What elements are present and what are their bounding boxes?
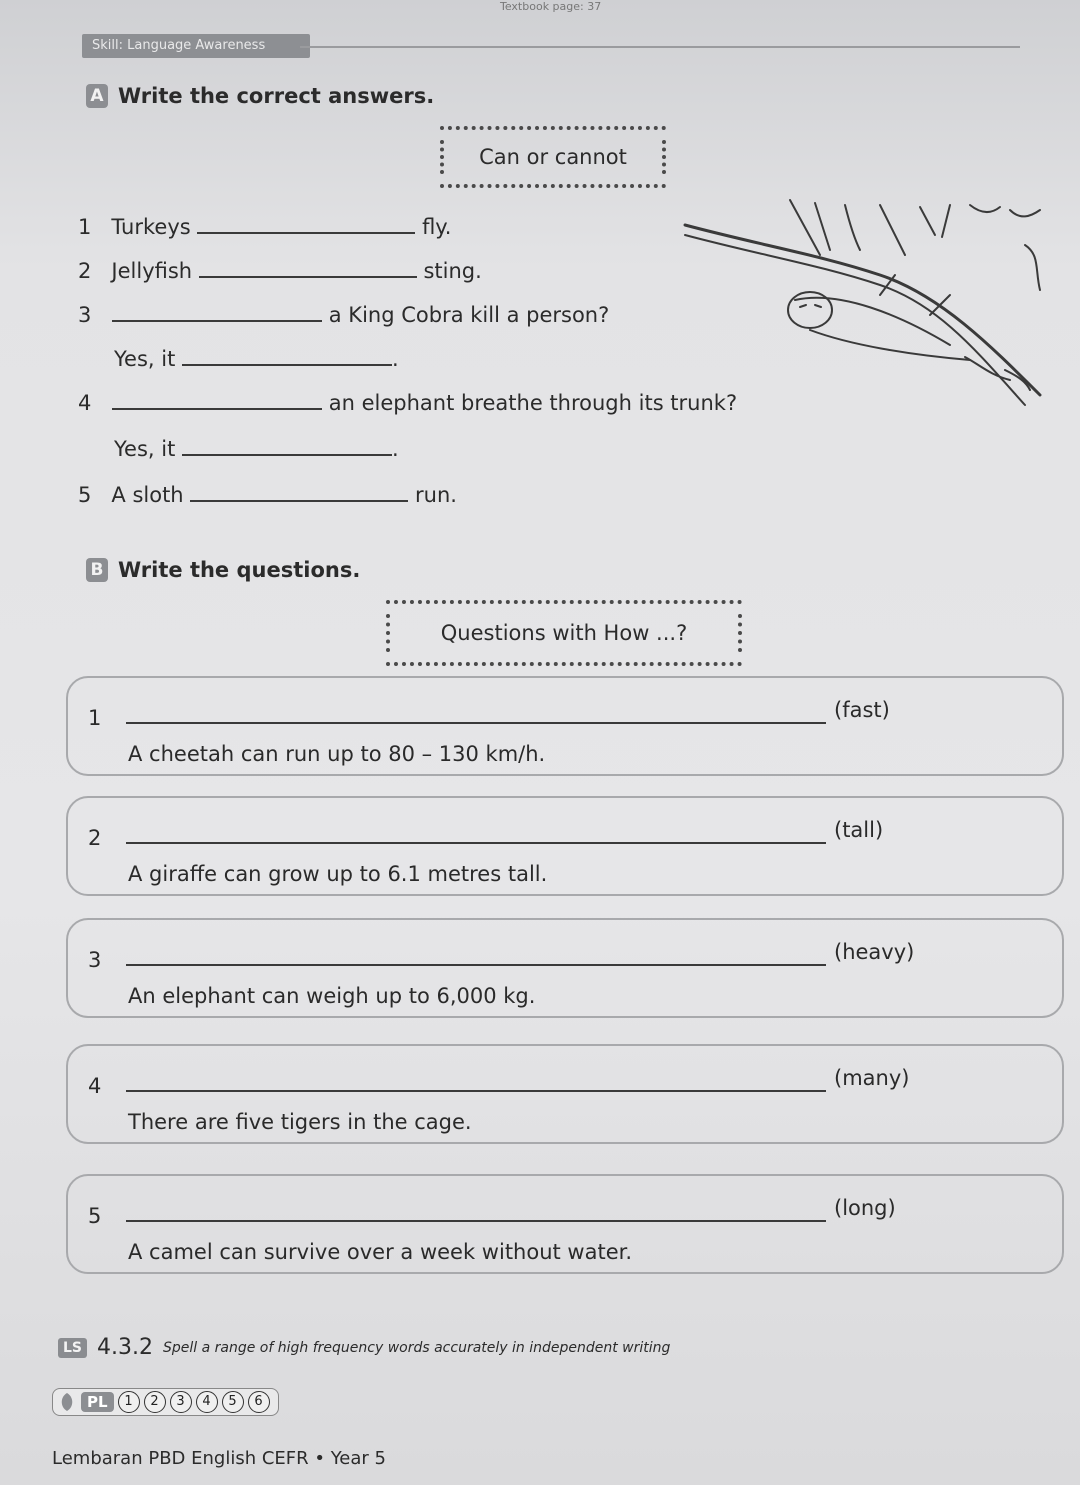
section-a-heading (86, 84, 434, 108)
pl-level-4[interactable]: 4 (196, 1391, 218, 1413)
performance-level-strip (52, 1388, 279, 1416)
pl-level-6[interactable]: 6 (248, 1391, 270, 1413)
question-hint: (many) (834, 1066, 910, 1090)
ls-code: 4.3.2 (97, 1335, 153, 1360)
section-b-letter: B (86, 558, 108, 582)
question-text: run. (415, 483, 457, 507)
answer-blank[interactable] (197, 214, 415, 234)
pl-level-2[interactable]: 2 (144, 1391, 166, 1413)
question-hint: (tall) (834, 818, 884, 842)
word-box-text: Questions with How ...? (440, 621, 688, 645)
answer-sentence: An elephant can weigh up to 6,000 kg. (128, 984, 536, 1008)
footer-title: Lembaran PBD English CEFR • Year 5 (52, 1448, 386, 1469)
skill-label: Skill: Language Awareness (82, 34, 310, 58)
leaf-icon (57, 1391, 77, 1413)
answer-blank[interactable] (112, 302, 322, 322)
question-number: 2 (88, 826, 102, 850)
question-a3 (78, 302, 609, 327)
answer-prefix: Yes, it (114, 437, 176, 461)
question-number: 1 (78, 215, 92, 239)
answer-blank[interactable] (182, 346, 392, 366)
question-box-2 (66, 796, 1064, 896)
question-text: A sloth (111, 483, 184, 507)
answer-blank[interactable] (199, 258, 417, 278)
question-hint: (fast) (834, 698, 890, 722)
question-number: 5 (78, 483, 92, 507)
answer-sentence: A giraffe can grow up to 6.1 metres tall. (128, 862, 548, 886)
question-hint: (heavy) (834, 940, 915, 964)
question-text: sting. (423, 259, 482, 283)
answer-prefix: Yes, it (114, 347, 176, 371)
question-number: 4 (88, 1074, 102, 1098)
question-number: 1 (88, 706, 102, 730)
question-number: 3 (88, 948, 102, 972)
answer-suffix: . (392, 347, 399, 371)
question-number: 2 (78, 259, 92, 283)
learning-standard (58, 1335, 670, 1360)
question-box-3 (66, 918, 1064, 1018)
question-a4 (78, 390, 737, 415)
section-a-letter: A (86, 84, 108, 108)
question-number: 3 (78, 303, 92, 327)
question-a2 (78, 258, 482, 283)
ls-badge: LS (58, 1338, 87, 1358)
pl-level-1[interactable]: 1 (118, 1391, 140, 1413)
answer-a4 (114, 436, 399, 461)
question-hint: (long) (834, 1196, 896, 1220)
answer-blank[interactable] (112, 390, 322, 410)
page-label: Textbook page: 37 (500, 0, 602, 13)
answer-line[interactable] (126, 964, 826, 966)
answer-line[interactable] (126, 722, 826, 724)
question-a5 (78, 482, 457, 507)
answer-sentence: There are five tigers in the cage. (128, 1110, 472, 1134)
answer-line[interactable] (126, 1220, 826, 1222)
question-box-1 (66, 676, 1064, 776)
answer-sentence: A cheetah can run up to 80 – 130 km/h. (128, 742, 546, 766)
sloth-illustration (680, 195, 1060, 425)
pl-level-5[interactable]: 5 (222, 1391, 244, 1413)
question-number: 5 (88, 1204, 102, 1228)
section-b-title: Write the questions. (118, 558, 361, 582)
answer-line[interactable] (126, 842, 826, 844)
pl-level-3[interactable]: 3 (170, 1391, 192, 1413)
section-a-title: Write the correct answers. (118, 84, 435, 108)
question-text: fly. (422, 215, 452, 239)
question-number: 4 (78, 391, 92, 415)
word-box-can-cannot (440, 126, 666, 188)
pl-badge: PL (81, 1392, 114, 1412)
answer-a3 (114, 346, 399, 371)
section-b-heading (86, 558, 360, 582)
question-a1 (78, 214, 451, 239)
answer-sentence: A camel can survive over a week without water. (128, 1240, 633, 1264)
ls-description: Spell a range of high frequency words accurately in independent writing (163, 1339, 671, 1356)
performance-level (52, 1388, 279, 1416)
header-divider (300, 46, 1020, 48)
answer-blank[interactable] (182, 436, 392, 456)
question-text: a King Cobra kill a person? (328, 303, 610, 327)
question-text: an elephant breathe through its trunk? (328, 391, 738, 415)
question-text: Turkeys (111, 215, 191, 239)
answer-blank[interactable] (190, 482, 408, 502)
question-box-4 (66, 1044, 1064, 1144)
word-box-text: Can or cannot (479, 145, 627, 169)
word-box-questions-how (386, 600, 742, 666)
answer-line[interactable] (126, 1090, 826, 1092)
question-text: Jellyfish (111, 259, 193, 283)
question-box-5 (66, 1174, 1064, 1274)
answer-suffix: . (392, 437, 399, 461)
